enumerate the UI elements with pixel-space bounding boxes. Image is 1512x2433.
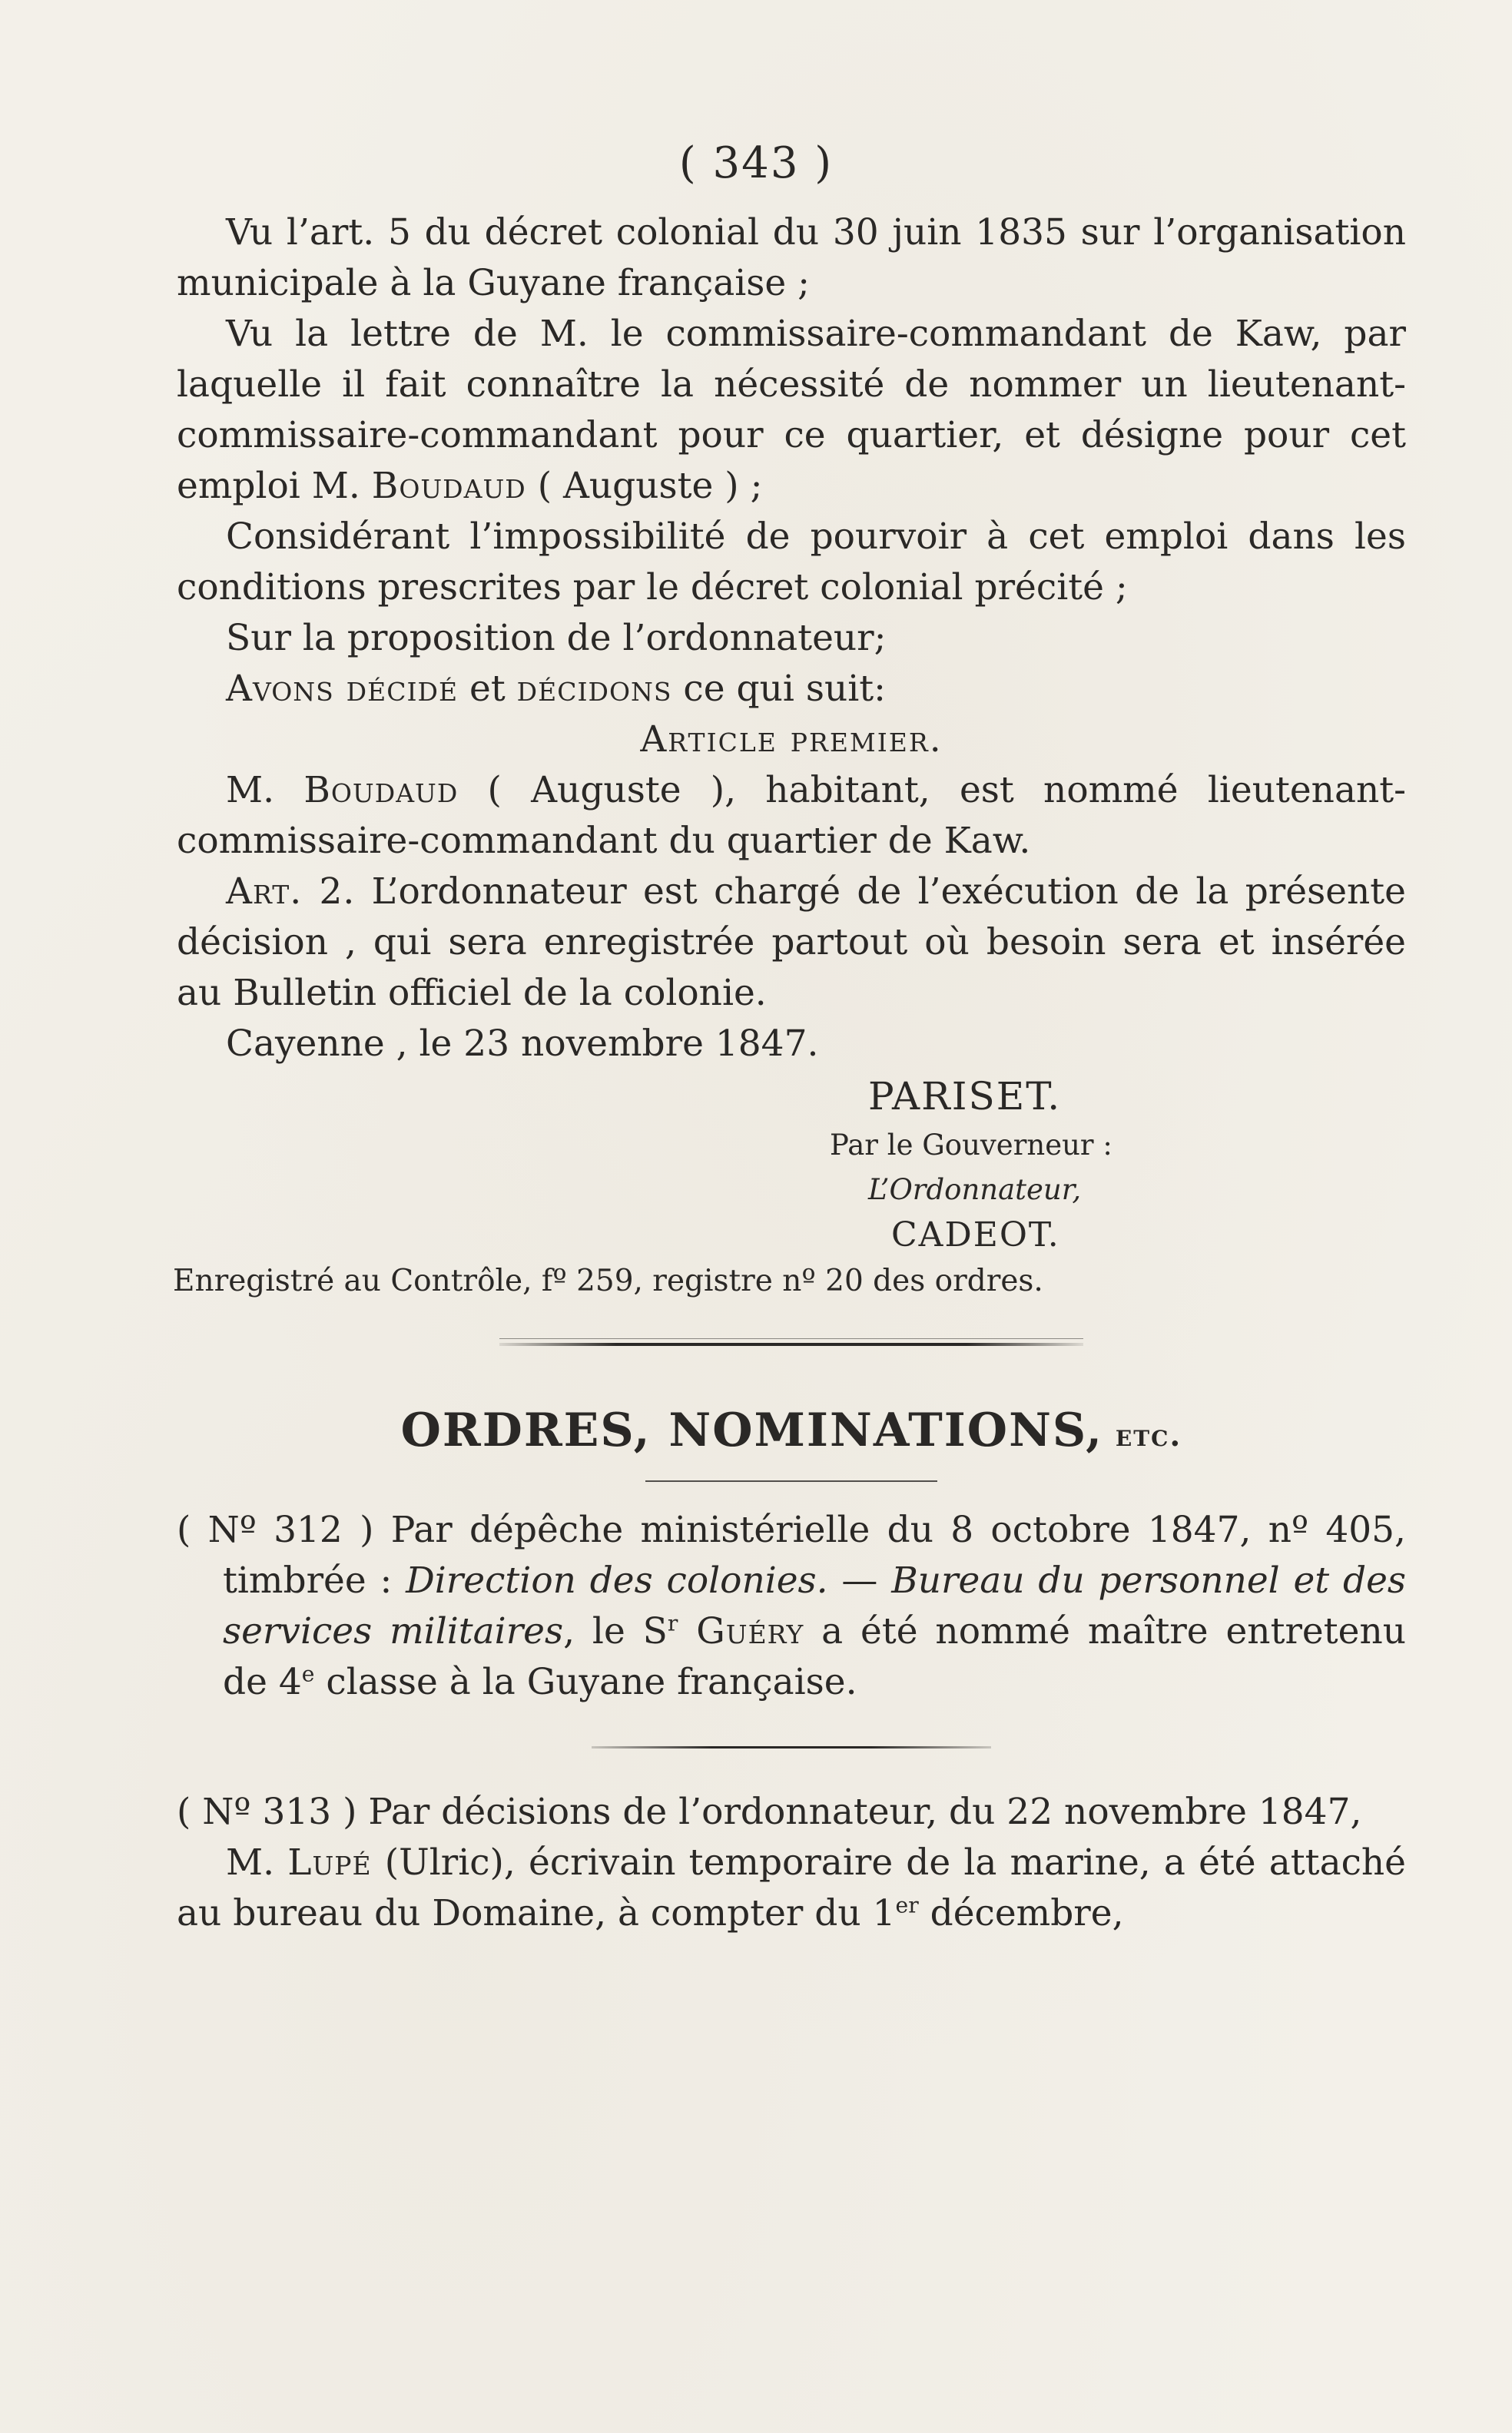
- text: décembre,: [918, 1892, 1124, 1934]
- signature-par-le-gouverneur: Par le Gouverneur :: [830, 1129, 1112, 1162]
- person-name: Lupé: [287, 1841, 372, 1884]
- signature-ordonnateur: CADEOT.: [891, 1215, 1060, 1255]
- person-name: Boudaud: [371, 465, 526, 507]
- signature-role: L’Ordonnateur,: [868, 1173, 1082, 1206]
- person-name: Boudaud: [303, 769, 459, 811]
- order-divider: [592, 1746, 991, 1749]
- text: L’ordonnateur est chargé de l’exécution de la présente décision , qui sera enregistrée partout où besoin sera et insérée au Bulletin officiel de la colonie.: [177, 870, 1406, 1014]
- order-312: [177, 1505, 1406, 1708]
- text: ( Nº 312 ) Par dépêche ministérielle du 8 octobre 1847, nº 405, timbrée :: [177, 1509, 1406, 1602]
- person-name: Guéry: [678, 1610, 804, 1652]
- text: classe à la Guyane française.: [314, 1661, 857, 1703]
- text: Bureau du personnel et des services militaires: [223, 1560, 1407, 1652]
- text: et: [458, 668, 517, 710]
- text: (Ulric), écrivain temporaire de la marine, a été attaché au bureau du Domaine, à compter du 1: [177, 1841, 1407, 1934]
- registration-note: Enregistré au Contrôle, fº 259, registre nº 20 des ordres.: [173, 1264, 1043, 1298]
- section-title-text: ORDRES, NOMINATIONS,: [400, 1404, 1103, 1457]
- paragraph-proposition: Sur la proposition de l’ordonnateur;: [226, 617, 887, 659]
- section-divider: [499, 1343, 1083, 1346]
- text: , le S: [563, 1610, 668, 1652]
- text: a été nommé maître entretenu de 4: [223, 1610, 1406, 1703]
- signature-gouverneur: PARISET.: [868, 1074, 1062, 1119]
- paragraph-article-1: [177, 765, 1406, 867]
- paragraph-article-2: [177, 867, 1406, 1019]
- text: décidons: [516, 668, 672, 710]
- paragraph-vu-art: Vu l’art. 5 du décret colonial du 30 juin 1835 sur l’organisation municipale à la Guyane française ;: [177, 211, 1406, 304]
- text: Avons décidé: [226, 668, 459, 710]
- title-underline: [645, 1480, 937, 1482]
- text: M.: [226, 1841, 288, 1884]
- paragraph-avons-decide: [177, 664, 1406, 714]
- superscript: r: [667, 1610, 678, 1636]
- paragraph-considerant: Considérant l’impossibilité de pourvoir à cet emploi dans les conditions prescrites par le décret colonial précité ;: [177, 515, 1406, 608]
- paragraph-order-313-body: [177, 1838, 1406, 1939]
- section-title-etc: etc.: [1103, 1417, 1182, 1454]
- text: Vu la lettre de M. le commissaire-commandant de Kaw, par laquelle il fait connaître la nécessité de nommer un lieutenant-commissaire-commandant pour ce quartier, et désigne pour cet emploi M.: [177, 313, 1406, 507]
- text: ( Auguste ), habitant, est nommé lieutenant-commissaire-commandant du quartier de Kaw.: [177, 769, 1406, 862]
- paragraph-vu-lettre: [177, 309, 1406, 512]
- text: M.: [226, 769, 304, 811]
- order-313: ( Nº 313 ) Par décisions de l’ordonnateur, du 22 novembre 1847,: [177, 1791, 1362, 1833]
- section-title: [177, 1400, 1406, 1467]
- text: Direction des colonies.: [406, 1560, 828, 1602]
- page-body: [173, 207, 1407, 1939]
- text: —: [827, 1560, 892, 1602]
- text: ce qui suit:: [671, 668, 886, 710]
- page-number: ( 343 ): [678, 138, 834, 188]
- superscript: er: [895, 1892, 919, 1918]
- article-heading: Article premier.: [640, 718, 943, 761]
- article-label: Art. 2.: [226, 870, 356, 913]
- paragraph-date: Cayenne , le 23 novembre 1847.: [226, 1023, 819, 1065]
- text: ( Auguste ) ;: [526, 465, 763, 507]
- superscript: e: [301, 1661, 315, 1687]
